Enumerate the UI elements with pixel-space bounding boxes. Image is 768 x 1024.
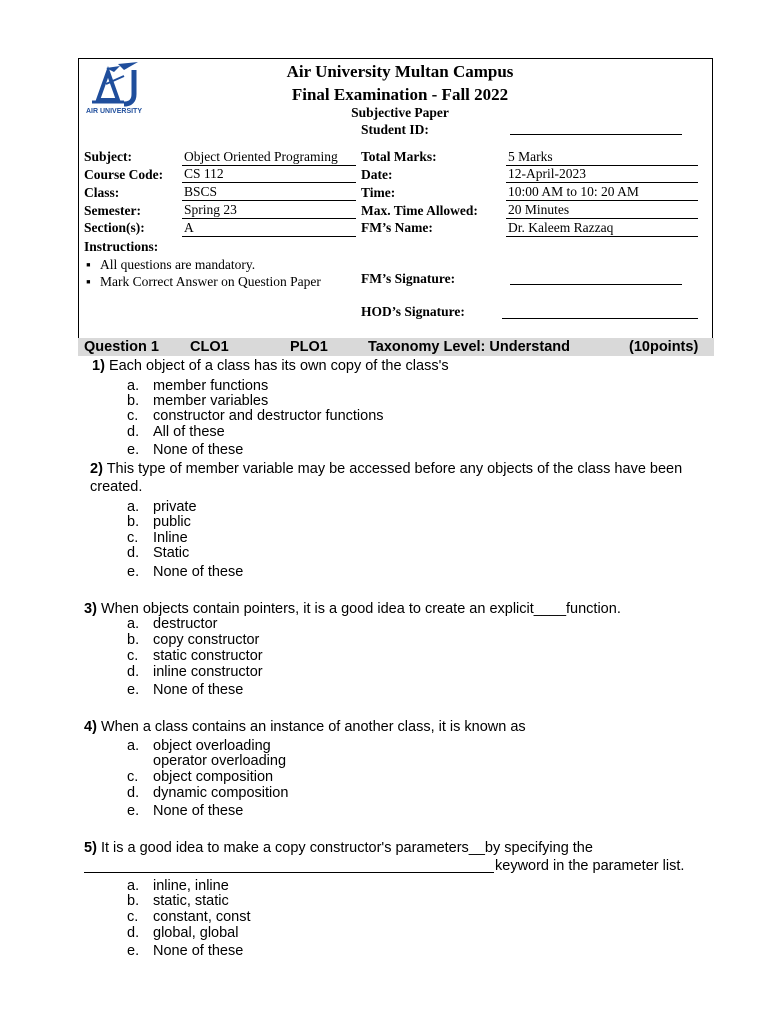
logo-text: AIR UNIVERSITY bbox=[86, 108, 143, 115]
option-text: member variables bbox=[153, 393, 269, 409]
option-letter: a. bbox=[127, 616, 140, 632]
semester-label: Semester: bbox=[84, 203, 141, 218]
option[interactable] bbox=[127, 925, 238, 941]
option-letter: d. bbox=[127, 424, 140, 440]
exam-title: Final Examination - Fall 2022 bbox=[291, 85, 509, 104]
option[interactable] bbox=[127, 785, 288, 801]
question-2-cont: created. bbox=[90, 479, 143, 495]
option-text: static constructor bbox=[153, 648, 263, 664]
option[interactable] bbox=[127, 564, 243, 580]
option[interactable] bbox=[127, 909, 251, 925]
option-letter: c. bbox=[127, 408, 139, 424]
option-text: private bbox=[153, 499, 197, 515]
option[interactable] bbox=[127, 769, 273, 785]
paper-type: Subjective Paper bbox=[351, 105, 449, 120]
question-text: Each object of a class has its own copy of the class's bbox=[108, 358, 449, 374]
option-letter: e. bbox=[127, 442, 140, 458]
class-value: BSCS bbox=[182, 184, 356, 201]
option-letter: c. bbox=[127, 530, 139, 546]
question-text: When a class contains an instance of another class, it is known as bbox=[100, 719, 526, 735]
question-4 bbox=[84, 718, 526, 736]
option-text: Inline bbox=[153, 530, 188, 546]
option[interactable] bbox=[127, 408, 384, 424]
question-num: 1) bbox=[92, 358, 105, 374]
student-id-label: Student ID: bbox=[361, 122, 429, 137]
option-letter: c. bbox=[127, 909, 139, 925]
option-letter: e. bbox=[127, 943, 140, 959]
semester-value: Spring 23 bbox=[182, 202, 356, 219]
option-text: destructor bbox=[153, 616, 218, 632]
option-text: static, static bbox=[153, 893, 229, 909]
option-text: object composition bbox=[153, 769, 274, 785]
option[interactable] bbox=[127, 943, 243, 959]
fm-name-value: Dr. Kaleem Razzaq bbox=[506, 220, 698, 237]
option-letter: c. bbox=[127, 769, 139, 785]
option[interactable] bbox=[127, 616, 217, 632]
question-num: 5) bbox=[84, 840, 97, 856]
option-text: operator overloading bbox=[153, 753, 287, 769]
option[interactable] bbox=[127, 632, 259, 648]
time-value: 10:00 AM to 10: 20 AM bbox=[506, 184, 698, 201]
option-text: None of these bbox=[153, 564, 244, 580]
instructions-label: Instructions: bbox=[84, 239, 159, 254]
question-2 bbox=[90, 460, 682, 478]
sections-label: Section(s): bbox=[84, 220, 145, 235]
option[interactable] bbox=[127, 442, 243, 458]
max-time-label: Max. Time Allowed: bbox=[361, 203, 478, 218]
option-text: constructor and destructor functions bbox=[153, 408, 384, 424]
option-text: Static bbox=[153, 545, 190, 561]
bullet-icon: ▪ bbox=[86, 257, 91, 272]
option[interactable] bbox=[127, 738, 271, 754]
option-letter: b. bbox=[127, 514, 140, 530]
subject-value: Object Oriented Programing bbox=[182, 149, 356, 166]
option[interactable] bbox=[127, 878, 229, 894]
instruction-item bbox=[86, 274, 321, 290]
course-code-value: CS 112 bbox=[182, 166, 356, 183]
option-text: member functions bbox=[153, 378, 269, 394]
question-header-bar bbox=[78, 338, 714, 356]
date-label: Date: bbox=[361, 167, 393, 182]
university-title: Air University Multan Campus bbox=[286, 62, 514, 81]
option-text: None of these bbox=[153, 803, 244, 819]
option-text: copy constructor bbox=[153, 632, 260, 648]
option-letter: e. bbox=[127, 803, 140, 819]
question-number: Question 1 bbox=[84, 339, 159, 355]
option-letter: d. bbox=[127, 545, 140, 561]
option-letter: a. bbox=[127, 878, 140, 894]
option[interactable] bbox=[127, 393, 268, 409]
question-text: It is a good idea to make a copy constructor's parameters__by specifying the bbox=[100, 840, 593, 856]
option-letter: b. bbox=[127, 893, 140, 909]
option-text: global, global bbox=[153, 925, 239, 941]
fm-name-label: FM’s Name: bbox=[361, 220, 433, 235]
option-text: dynamic composition bbox=[153, 785, 289, 801]
option[interactable] bbox=[127, 530, 188, 546]
option[interactable] bbox=[127, 424, 225, 440]
answer-blank-line[interactable] bbox=[84, 872, 494, 873]
sections-value: A bbox=[182, 220, 356, 237]
bullet-icon: ▪ bbox=[86, 274, 91, 289]
hod-signature-field[interactable] bbox=[502, 318, 698, 319]
instruction-text: All questions are mandatory. bbox=[100, 257, 256, 272]
option[interactable] bbox=[127, 893, 229, 909]
option[interactable] bbox=[127, 648, 263, 664]
option[interactable] bbox=[127, 803, 243, 819]
option-letter: e. bbox=[127, 682, 140, 698]
option-letter: d. bbox=[127, 785, 140, 801]
question-1 bbox=[92, 357, 449, 375]
clo-label: CLO1 bbox=[190, 339, 229, 355]
hod-signature-label: HOD’s Signature: bbox=[361, 304, 465, 319]
total-marks-label: Total Marks: bbox=[361, 149, 437, 164]
date-value: 12-April-2023 bbox=[506, 166, 698, 183]
option[interactable] bbox=[127, 499, 197, 515]
question-text: When objects contain pointers, it is a good idea to create an explicit____function. bbox=[100, 601, 621, 617]
option[interactable] bbox=[127, 378, 268, 394]
option-text: All of these bbox=[153, 424, 225, 440]
option-text: inline constructor bbox=[153, 664, 263, 680]
instruction-item bbox=[86, 257, 255, 273]
option-letter: d. bbox=[127, 664, 140, 680]
option-letter: a. bbox=[127, 499, 140, 515]
option-text: None of these bbox=[153, 943, 244, 959]
student-id-field[interactable] bbox=[510, 134, 682, 135]
taxonomy-label: Taxonomy Level: Understand bbox=[368, 339, 570, 355]
question-num: 2) bbox=[90, 461, 103, 477]
option-text: None of these bbox=[153, 682, 244, 698]
fm-signature-field[interactable] bbox=[510, 284, 682, 285]
question-num: 3) bbox=[84, 601, 97, 617]
class-label: Class: bbox=[84, 185, 120, 200]
option-text: public bbox=[153, 514, 191, 530]
option-letter: b. bbox=[127, 393, 140, 409]
max-time-value: 20 Minutes bbox=[506, 202, 698, 219]
question-5 bbox=[84, 839, 593, 857]
plo-label: PLO1 bbox=[290, 339, 328, 355]
instruction-text: Mark Correct Answer on Question Paper bbox=[100, 274, 321, 289]
option-letter: b. bbox=[127, 632, 140, 648]
question-5-cont: keyword in the parameter list. bbox=[495, 858, 685, 874]
option[interactable] bbox=[127, 514, 191, 530]
option[interactable] bbox=[127, 545, 189, 561]
option-letter: d. bbox=[127, 925, 140, 941]
option[interactable] bbox=[127, 753, 286, 769]
total-marks-value: 5 Marks bbox=[506, 149, 698, 166]
option-text: constant, const bbox=[153, 909, 251, 925]
subject-label: Subject: bbox=[84, 149, 132, 164]
question-text: This type of member variable may be accessed before any objects of the class have been bbox=[106, 461, 683, 477]
option-letter: a. bbox=[127, 378, 140, 394]
option[interactable] bbox=[127, 682, 243, 698]
option-letter: c. bbox=[127, 648, 139, 664]
fm-signature-label: FM’s Signature: bbox=[361, 271, 456, 286]
question-num: 4) bbox=[84, 719, 97, 735]
time-label: Time: bbox=[361, 185, 396, 200]
option-letter: a. bbox=[127, 738, 140, 754]
option-text: object overloading bbox=[153, 738, 271, 754]
option-text: None of these bbox=[153, 442, 244, 458]
option[interactable] bbox=[127, 664, 263, 680]
points-label: (10points) bbox=[629, 339, 699, 355]
option-text: inline, inline bbox=[153, 878, 229, 894]
option-letter: e. bbox=[127, 564, 140, 580]
course-code-label: Course Code: bbox=[84, 167, 164, 182]
